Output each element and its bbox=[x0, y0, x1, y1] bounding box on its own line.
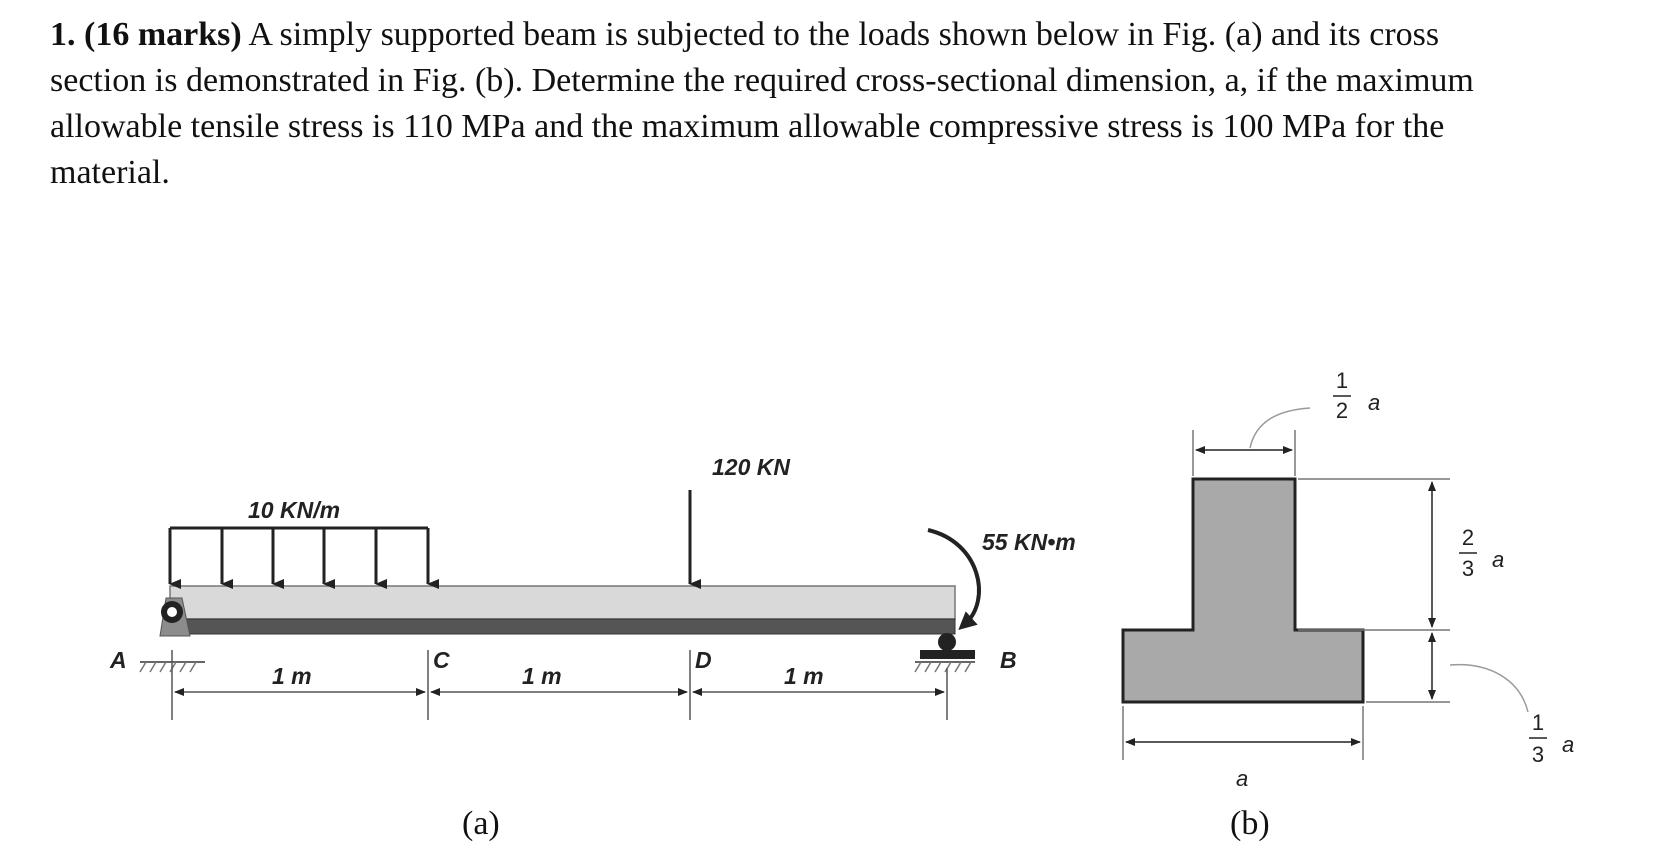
svg-text:a: a bbox=[1368, 390, 1381, 415]
point-c-label: C bbox=[433, 647, 450, 673]
moment-label: 55 KN•m bbox=[982, 529, 1076, 555]
distributed-load bbox=[170, 528, 428, 584]
svg-text:a: a bbox=[1492, 547, 1505, 572]
distributed-load-label: 10 KN/m bbox=[248, 497, 341, 523]
beam-top-face bbox=[170, 586, 955, 619]
flange-height-label bbox=[1529, 710, 1574, 767]
svg-text:2: 2 bbox=[1461, 525, 1475, 550]
point-a-label: A bbox=[110, 647, 127, 673]
point-d-label: D bbox=[695, 647, 712, 673]
bottom-width-label: a bbox=[1236, 766, 1249, 791]
span-db-label: 1 m bbox=[784, 663, 824, 689]
svg-text:2: 2 bbox=[1335, 398, 1349, 423]
svg-text:3: 3 bbox=[1531, 742, 1545, 767]
figure-b-caption: (b) bbox=[1230, 805, 1270, 842]
t-section-shape bbox=[1123, 479, 1363, 702]
web-height-label bbox=[1459, 525, 1504, 581]
top-width-leader bbox=[1250, 408, 1310, 448]
svg-text:1: 1 bbox=[1335, 368, 1349, 393]
cross-section-figure bbox=[1123, 368, 1574, 842]
roller-support-b bbox=[915, 633, 975, 672]
figure-a-caption: (a) bbox=[462, 805, 500, 842]
beam-bottom-face bbox=[170, 619, 955, 634]
beam-figure bbox=[109, 454, 1076, 842]
span-ac-label: 1 m bbox=[272, 663, 312, 689]
svg-text:3: 3 bbox=[1461, 556, 1475, 581]
point-b-label: B bbox=[1000, 647, 1017, 673]
svg-text:a: a bbox=[1562, 732, 1575, 757]
problem-number: 1. (16 marks) bbox=[50, 16, 242, 53]
flange-height-leader bbox=[1450, 665, 1528, 712]
problem-text: A simply supported beam is subjected to the loads shown below in Fig. (a) and its cross section is demonstrated in Fig. (b). Determine the required cross-sectional dimension, a, if the maximum allowable tensile stress is 110 MPa and the maximum allowable compressive stress is 100 MPa for the material. bbox=[50, 16, 1474, 191]
svg-text:1: 1 bbox=[1531, 710, 1545, 735]
span-cd-label: 1 m bbox=[522, 663, 562, 689]
top-width-label bbox=[1333, 368, 1380, 423]
point-load-label: 120 KN bbox=[712, 454, 790, 480]
